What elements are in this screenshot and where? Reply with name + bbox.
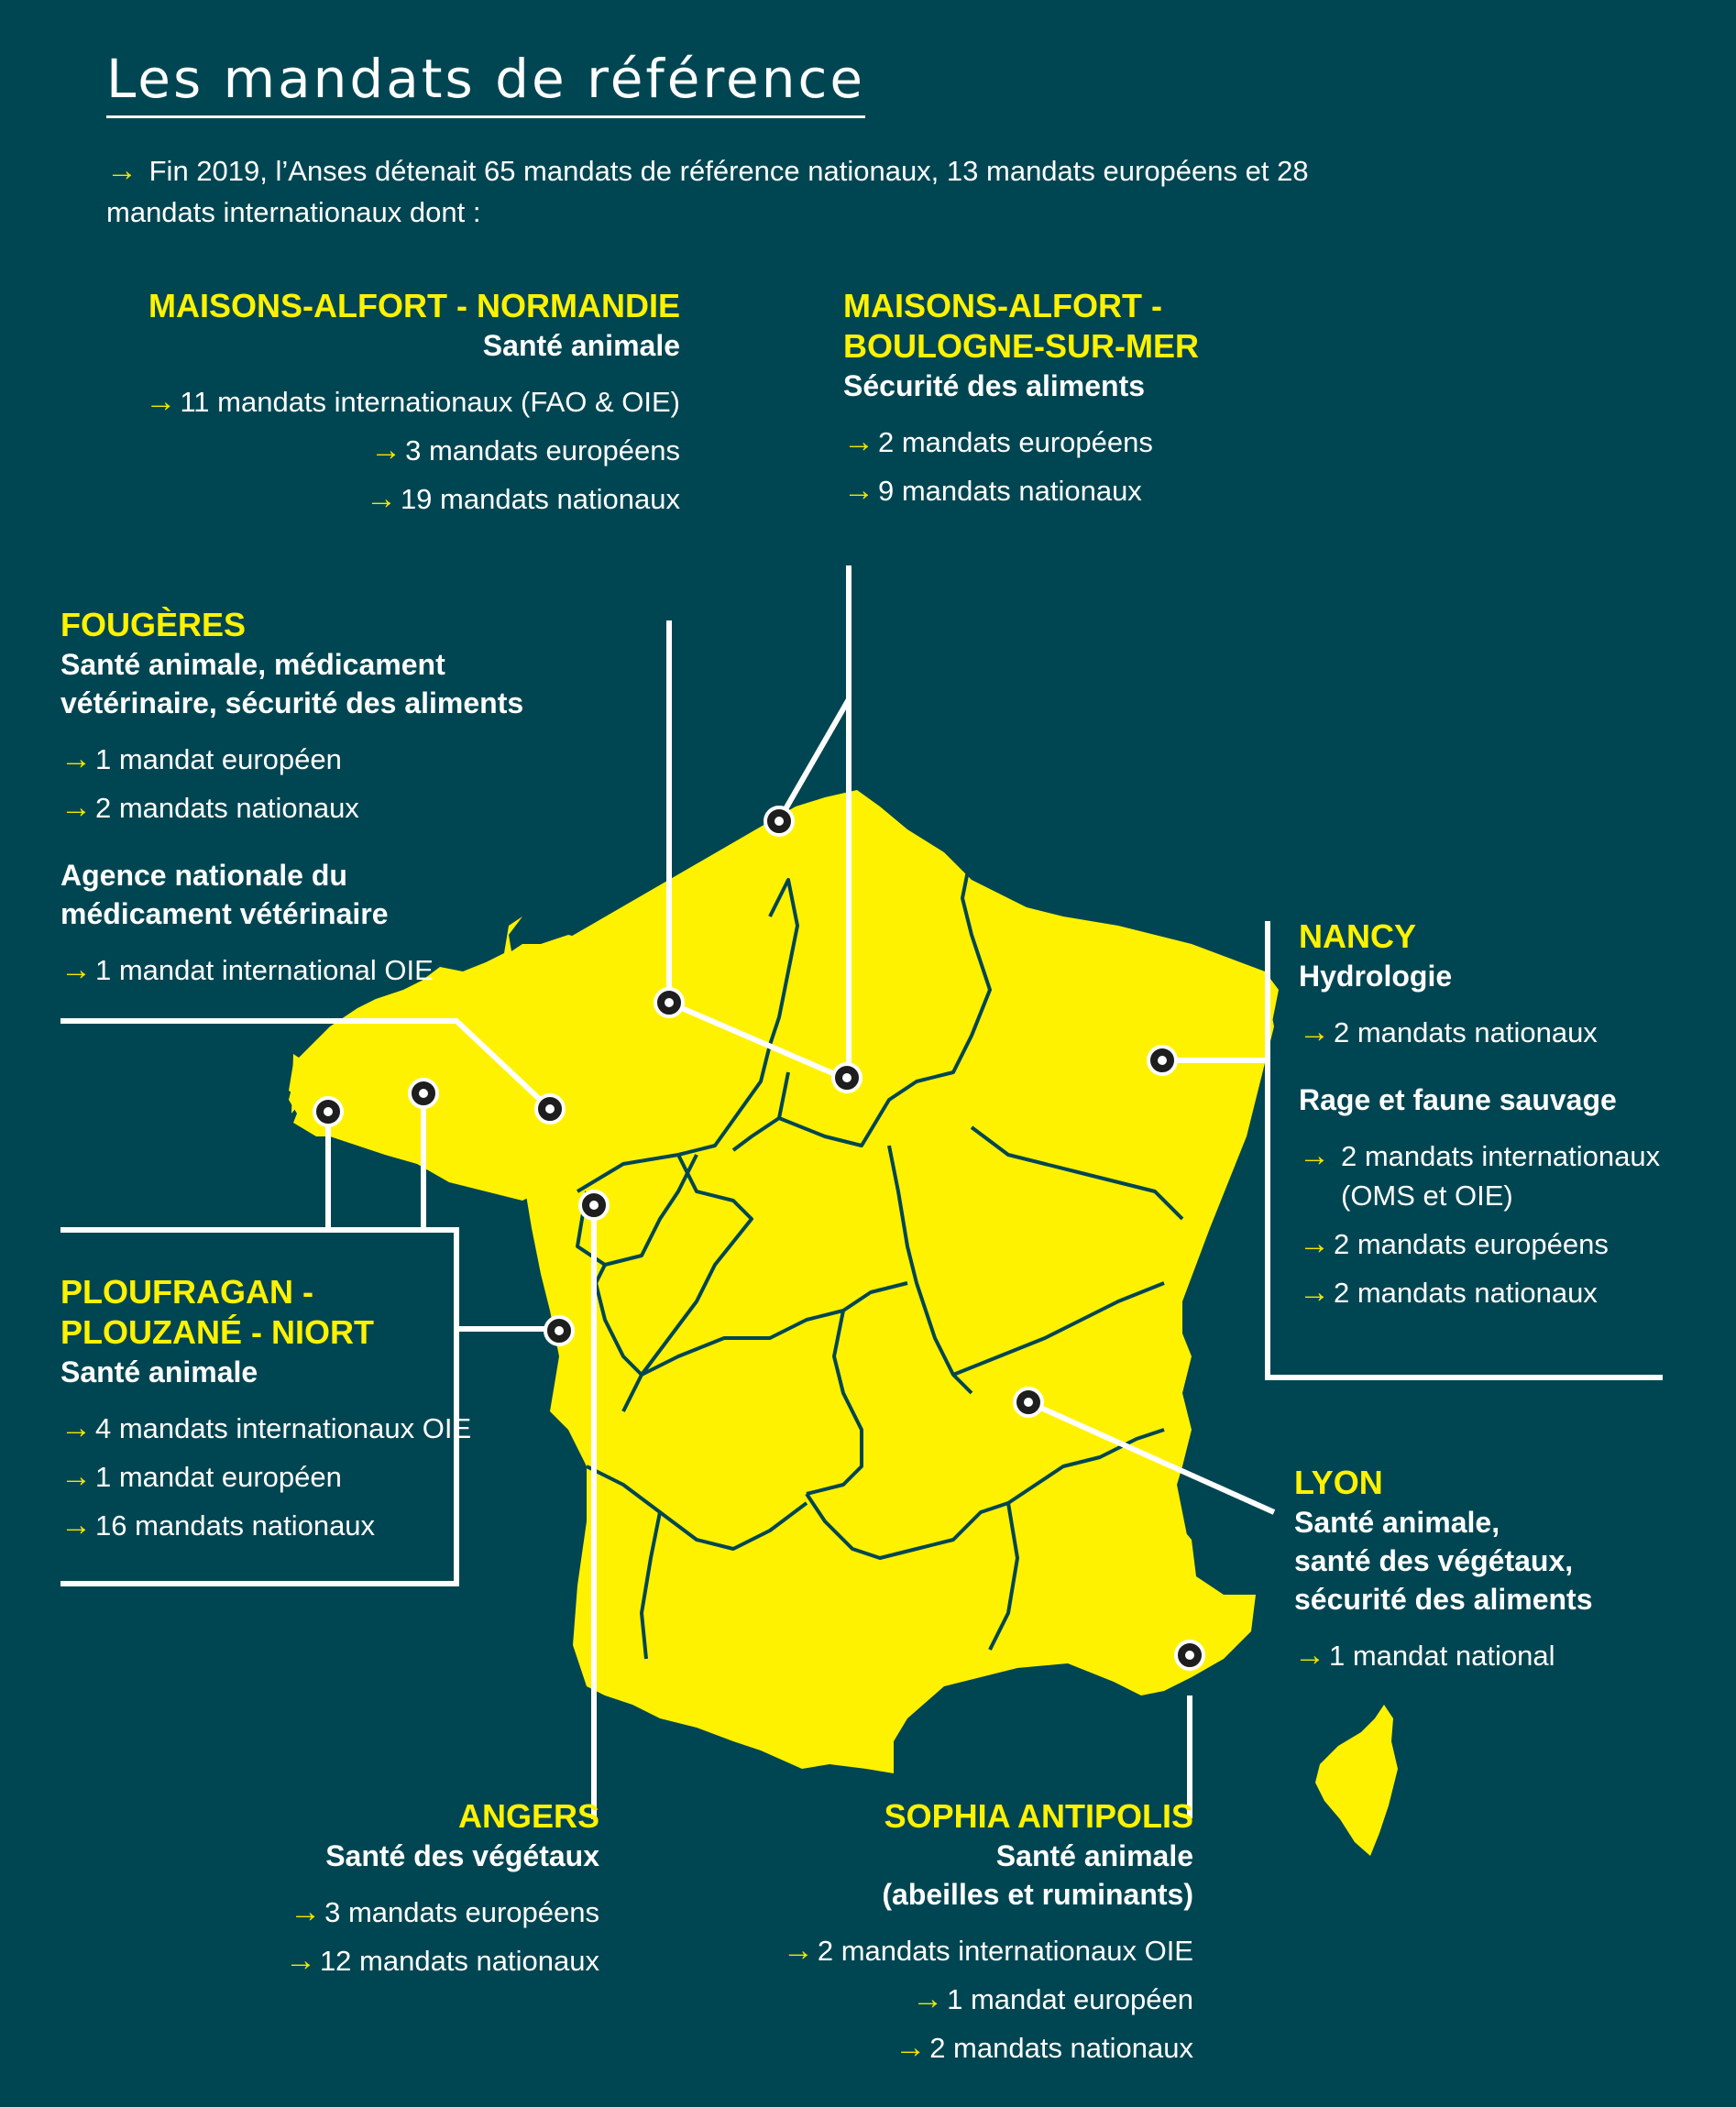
marker-fougeres: [536, 1095, 564, 1123]
mandate-label: 3 mandats européens: [324, 1896, 599, 1928]
mandate-item: [1299, 1268, 1660, 1317]
mandate-label: 2 mandats internationaux (OMS et OIE): [1341, 1140, 1661, 1212]
region-name: FOUGÈRES: [60, 606, 247, 643]
marker-ploufragan: [410, 1080, 437, 1107]
arrow-right-icon: →: [145, 384, 177, 419]
mandate-item: [1294, 1631, 1592, 1680]
mandate-item: [60, 946, 523, 994]
mandate-item: [145, 378, 680, 426]
marker-nancy: [1148, 1047, 1176, 1074]
mandate-item: [60, 1404, 471, 1453]
mandate-label: 3 mandats européens: [405, 434, 680, 466]
arrow-right-icon: →: [895, 2030, 927, 2065]
arrow-right-icon: →: [60, 1459, 92, 1494]
mandate-label: 2 mandats nationaux: [1334, 1277, 1598, 1309]
mandate-item: [783, 1926, 1193, 1975]
mandate-item: [843, 466, 1199, 515]
marker-lyon: [1015, 1388, 1042, 1416]
region-maisons-boulogne: [843, 286, 1199, 515]
region-lyon: [1294, 1463, 1592, 1680]
mandate-list: [843, 418, 1199, 515]
mandate-item: [285, 1937, 599, 1985]
mandate-item: [60, 784, 523, 832]
mandate-item: [783, 2024, 1193, 2072]
region-theme: Sécurité des aliments: [843, 369, 1146, 402]
region-angers: [285, 1796, 599, 1985]
mandate-label: 1 mandat européen: [95, 743, 342, 775]
region-name: MAISONS-ALFORT - NORMANDIE: [148, 287, 680, 324]
region-name: LYON: [1294, 1464, 1383, 1501]
region-name: SOPHIA ANTIPOLIS: [884, 1797, 1193, 1835]
mandate-label: 2 mandats nationaux: [1334, 1016, 1598, 1048]
marker-normandie: [655, 989, 683, 1016]
region-sub-theme: Agence nationale du médicament vétérinaire: [60, 859, 389, 930]
region-name: PLOUFRAGAN - PLOUZANÉ - NIORT: [60, 1273, 374, 1351]
mandate-label: 1 mandat national: [1329, 1640, 1555, 1672]
region-ploufragan: [60, 1272, 471, 1550]
mandate-item: [843, 418, 1199, 466]
mandate-label: 2 mandats nationaux: [929, 2032, 1193, 2064]
arrow-right-icon: →: [843, 473, 874, 508]
region-theme: Santé animale: [60, 1355, 258, 1388]
mandate-item: [60, 1501, 471, 1550]
intro-text: [106, 150, 1390, 233]
marker-maisons-alfort: [833, 1064, 861, 1092]
mandate-item: [145, 475, 680, 523]
arrow-right-icon: →: [1299, 1226, 1330, 1261]
arrow-right-icon: →: [60, 952, 92, 987]
arrow-right-icon: →: [365, 481, 397, 516]
mandate-label: 16 mandats nationaux: [95, 1509, 376, 1542]
region-theme: Santé animale: [482, 329, 680, 362]
marker-niort: [545, 1317, 573, 1344]
mandate-label: 19 mandats nationaux: [400, 483, 680, 515]
mandate-label: 9 mandats nationaux: [878, 475, 1142, 507]
marker-sophia-antipolis: [1176, 1641, 1203, 1669]
mandate-list: [1299, 1008, 1660, 1057]
region-theme: Santé animale, médicament vétérinaire, sécurité des aliments: [60, 648, 524, 719]
mandate-item: [1299, 1220, 1660, 1268]
region-name: NANCY: [1299, 917, 1417, 955]
marker-angers: [580, 1191, 608, 1219]
mandate-item: [285, 1888, 599, 1937]
arrow-right-icon: →: [1299, 1275, 1330, 1310]
arrow-right-icon: →: [106, 153, 137, 188]
mandate-list: [145, 378, 680, 523]
arrow-right-icon: →: [60, 790, 92, 825]
mandate-label: 11 mandats internationaux (FAO & OIE): [180, 386, 680, 418]
mandate-label: 12 mandats nationaux: [319, 1945, 599, 1977]
mandate-list: [60, 735, 523, 832]
arrow-right-icon: →: [782, 1933, 814, 1968]
mandate-item: [145, 426, 680, 475]
intro-label: Fin 2019, l’Anses détenait 65 mandats de référence nationaux, 13 mandats européens et 28 mandats internationaux dont :: [106, 155, 1309, 228]
region-name: MAISONS-ALFORT - BOULOGNE-SUR-MER: [843, 287, 1199, 365]
region-theme: Santé animale (abeilles et ruminants): [882, 1839, 1193, 1911]
region-theme: Hydrologie: [1299, 960, 1453, 993]
mandate-item: [1299, 1132, 1660, 1220]
arrow-right-icon: →: [284, 1943, 316, 1978]
arrow-right-icon: →: [1299, 1138, 1330, 1173]
arrow-right-icon: →: [60, 741, 92, 776]
region-nancy: [1299, 916, 1660, 1317]
mandate-item: [1299, 1008, 1660, 1057]
mandate-list: [1294, 1631, 1592, 1680]
arrow-right-icon: →: [912, 1981, 944, 2016]
mandate-label: 1 mandat européen: [95, 1461, 342, 1493]
region-theme: Santé animale, santé des végétaux, sécurité des aliments: [1294, 1506, 1593, 1616]
mandate-label: 2 mandats internationaux OIE: [817, 1935, 1193, 1967]
marker-plouzane: [314, 1098, 342, 1125]
region-theme: Santé des végétaux: [325, 1839, 599, 1872]
region-name: ANGERS: [457, 1797, 599, 1835]
mandate-list: [1299, 1132, 1660, 1317]
mandate-list: [783, 1926, 1193, 2072]
mandate-label: 4 mandats internationaux OIE: [95, 1412, 472, 1444]
mandate-label: 2 mandats européens: [878, 426, 1153, 458]
arrow-right-icon: →: [290, 1894, 322, 1929]
mandate-list: [60, 1404, 471, 1550]
mandate-label: 2 mandats nationaux: [95, 792, 359, 824]
marker-boulogne: [765, 807, 793, 835]
arrow-right-icon: →: [843, 424, 874, 459]
arrow-right-icon: →: [60, 1508, 92, 1542]
arrow-right-icon: →: [1299, 1015, 1330, 1049]
corsica-shape: [1315, 1705, 1398, 1856]
arrow-right-icon: →: [60, 1410, 92, 1445]
mandate-label: 1 mandat international OIE: [95, 954, 434, 986]
mandate-item: [60, 1453, 471, 1501]
mandate-list: [60, 946, 523, 994]
region-sub-theme: Rage et faune sauvage: [1299, 1083, 1617, 1116]
mandate-label: 2 mandats européens: [1334, 1228, 1609, 1260]
region-maisons-normandie: [145, 286, 680, 523]
mandate-label: 1 mandat européen: [947, 1983, 1193, 2015]
mandate-item: [60, 735, 523, 784]
mandate-list: [285, 1888, 599, 1985]
mandate-item: [783, 1975, 1193, 2024]
region-sophia-antipolis: [783, 1796, 1193, 2072]
arrow-right-icon: →: [1294, 1638, 1325, 1673]
arrow-right-icon: →: [370, 433, 402, 467]
page-title: Les mandats de référence: [106, 48, 865, 118]
region-fougeres: [60, 605, 523, 994]
